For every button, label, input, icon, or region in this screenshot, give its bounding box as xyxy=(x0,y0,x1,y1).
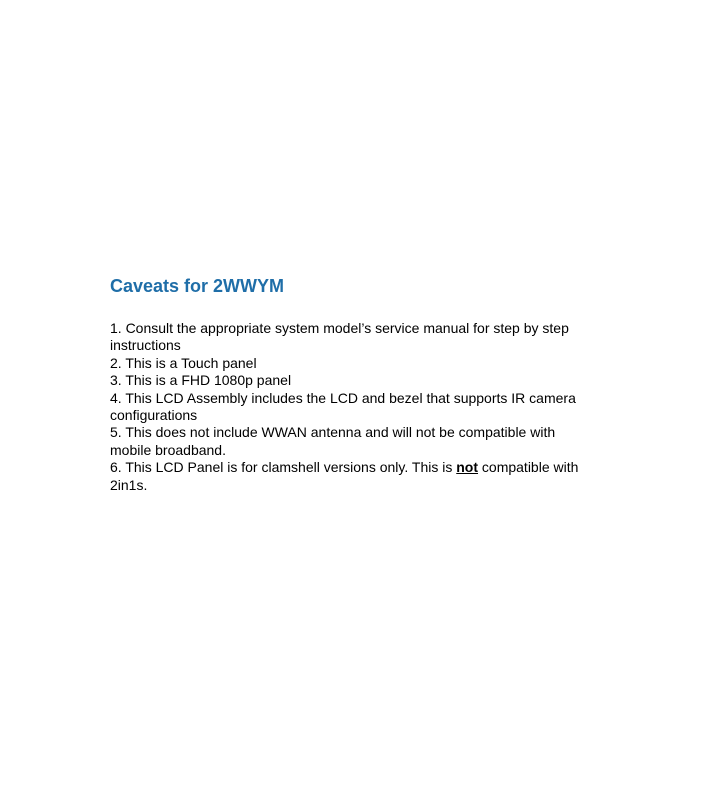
caveat-item-4: 4. This LCD Assembly includes the LCD and bezel that supports IR camera configurations xyxy=(110,389,576,424)
caveat-item-6 xyxy=(110,459,600,494)
caveat-item-1: 1. Consult the appropriate system model’s service manual for step by step instructions xyxy=(110,320,569,354)
caveat-list xyxy=(110,320,600,494)
caveat-item-6-emphasis: not xyxy=(456,459,479,476)
caveat-item-3: 3. This is a FHD 1080p panel xyxy=(110,372,292,389)
document-title: Caveats for 2WWYM xyxy=(110,276,285,296)
caveat-item-5: 5. This does not include WWAN antenna and will not be compatible with mobile broadband. xyxy=(110,424,556,458)
caveat-item-6-after: compatible with 2in1s. xyxy=(110,459,579,493)
caveat-item-6-before: 6. This LCD Panel is for clamshell versions only. This is xyxy=(110,459,457,476)
caveat-item-2: 2. This is a Touch panel xyxy=(110,354,257,371)
